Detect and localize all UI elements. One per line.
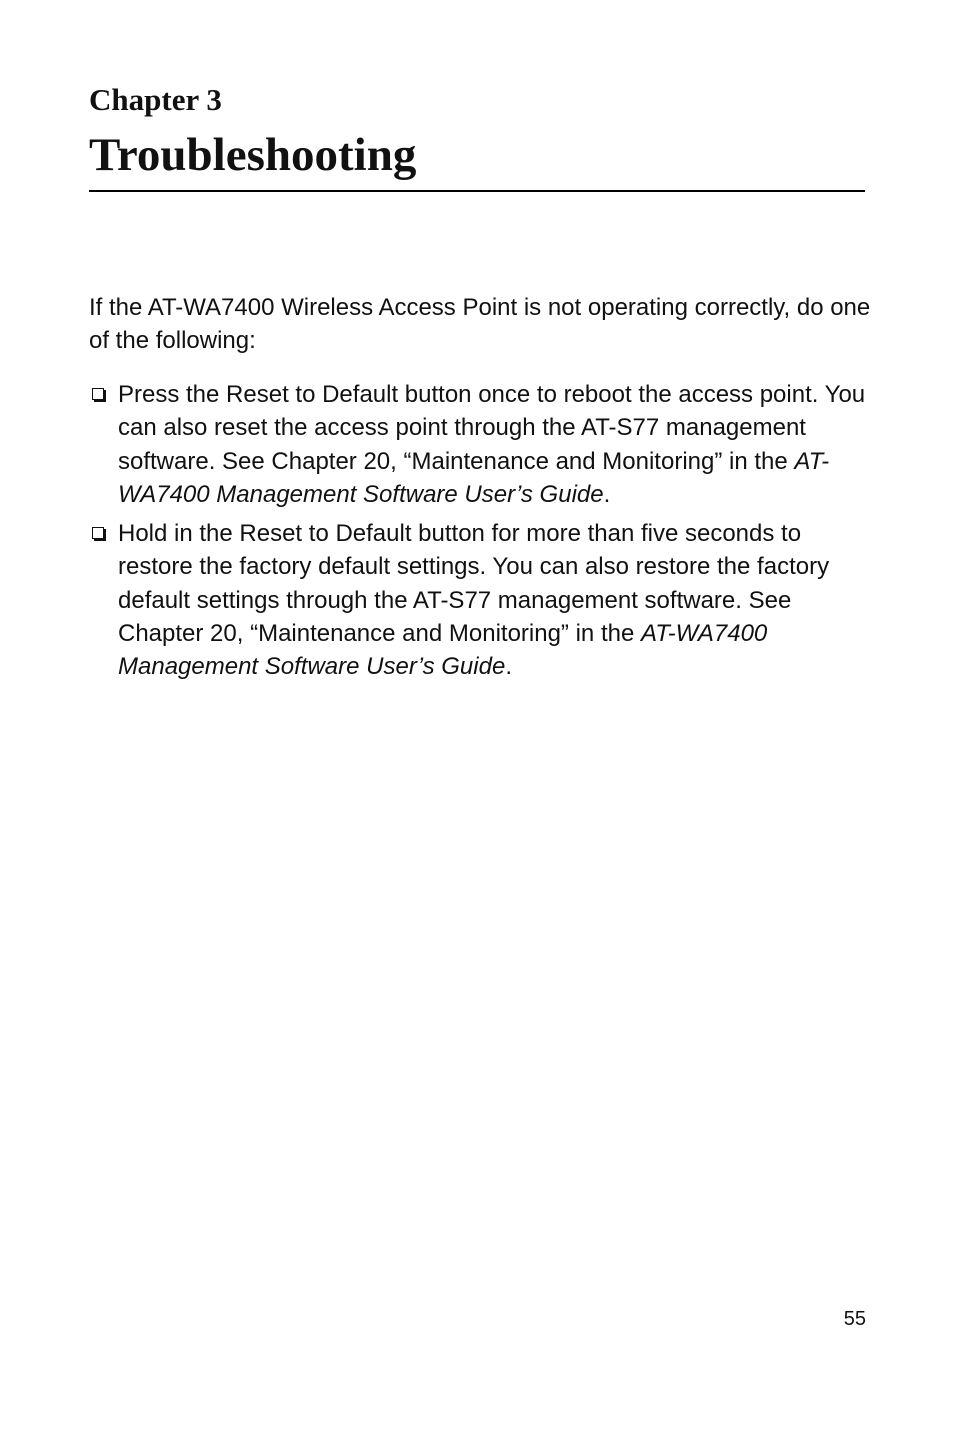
troubleshooting-list: [89, 378, 879, 690]
checkbox-bullet-icon: [92, 388, 104, 400]
chapter-label: Chapter 3: [89, 82, 222, 117]
list-item-end: .: [505, 653, 512, 681]
page-title: Troubleshooting: [89, 129, 417, 181]
list-item-end: .: [603, 480, 611, 508]
title-divider: [89, 190, 865, 192]
guide-title: AT-WA7400 Management Software User’s Guide: [118, 620, 768, 681]
list-item-text: Press the Reset to Default button once to reboot the access point. You can also reset the access point through the AT-S77 management software. See Chapter 20, “Maintenance and Monitoring” in the: [118, 381, 866, 475]
checkbox-bullet-icon: [92, 527, 104, 539]
list-item-text: Hold in the Reset to Default button for more than five seconds to restore the factory default settings. You can also restore the factory default settings through the AT-S77 management software. See Chapter 20, “Maintenance and Monitoring” in the: [118, 520, 830, 648]
list-item: [89, 378, 879, 511]
list-item: [89, 517, 879, 683]
intro-paragraph: If the AT-WA7400 Wireless Access Point is not operating correctly, do one of the following:: [89, 294, 871, 355]
guide-title: AT-WA7400 Management Software User’s Guide: [118, 447, 830, 508]
page-number: 55: [843, 1308, 866, 1330]
